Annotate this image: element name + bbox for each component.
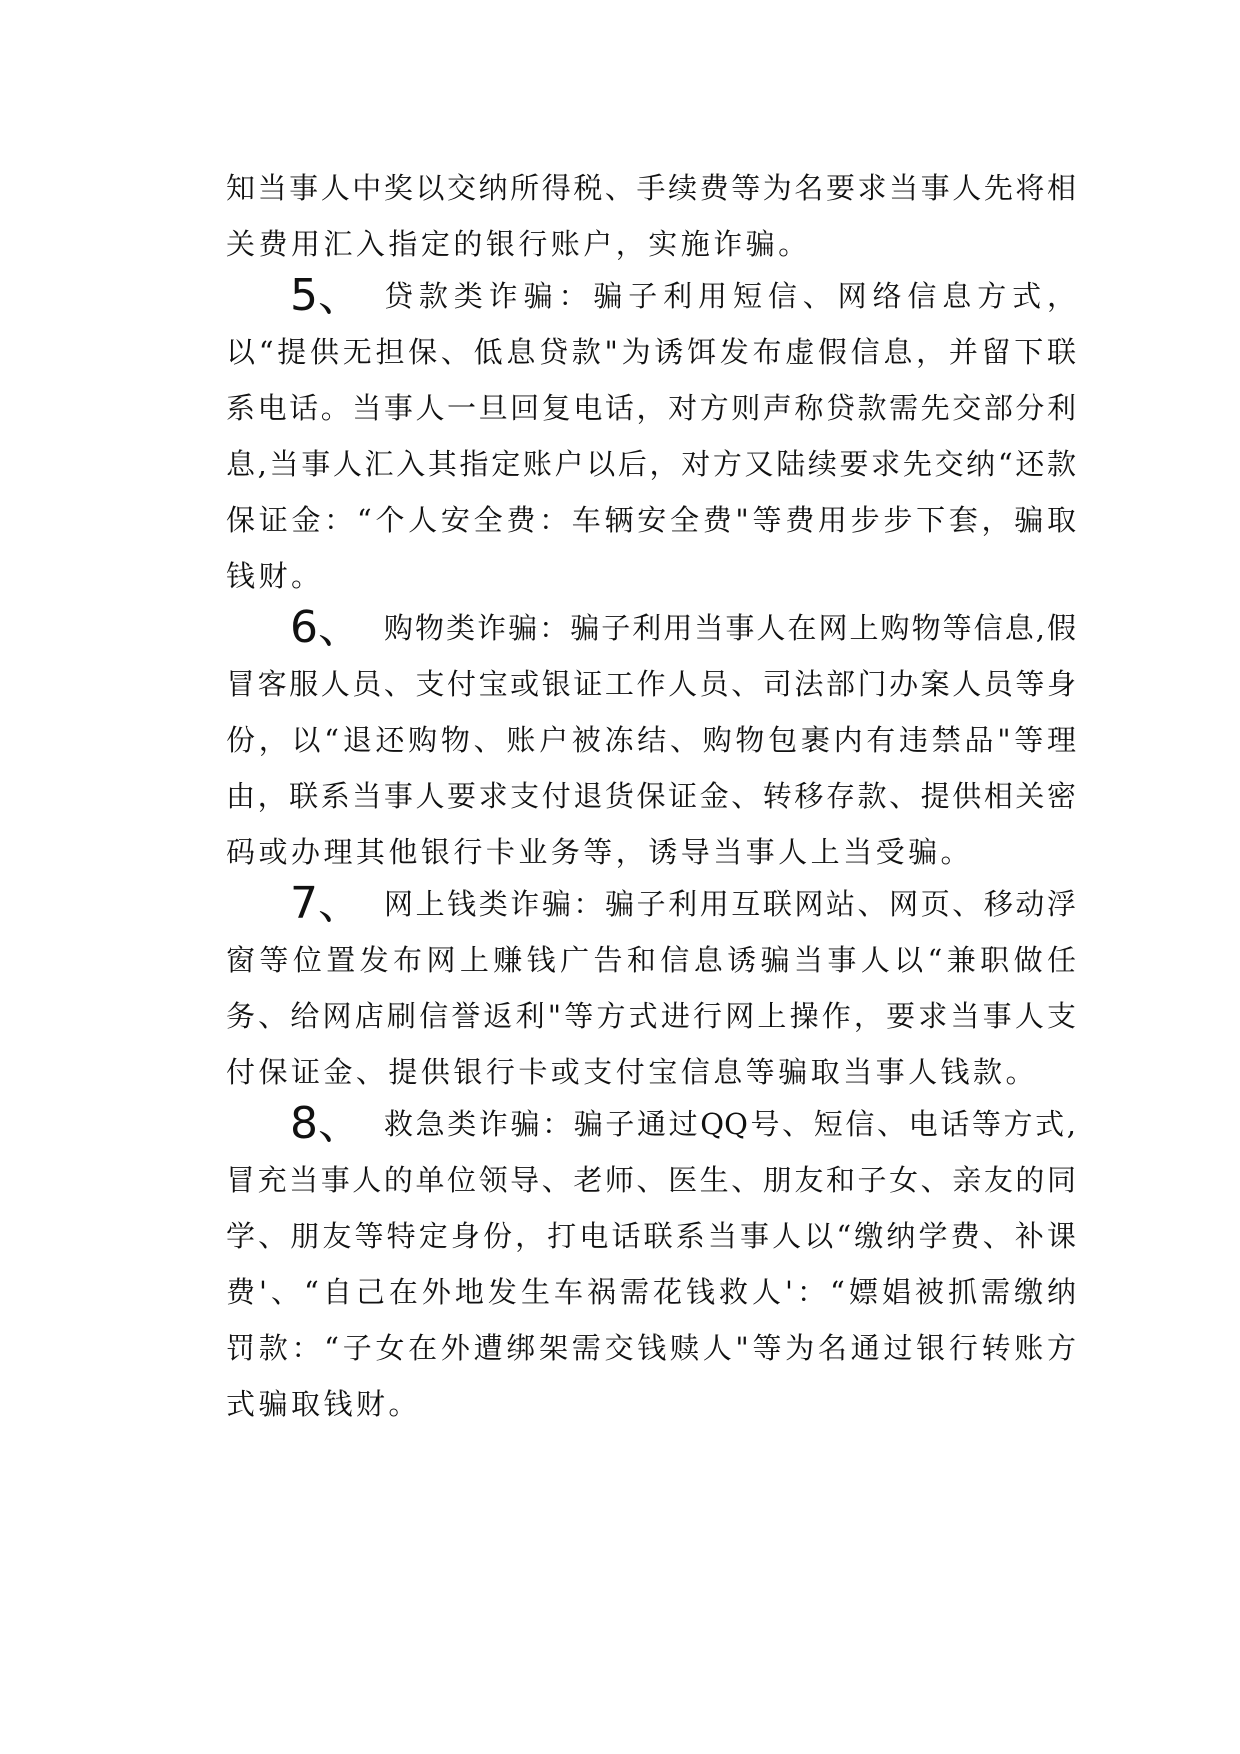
section-5-heading: [290, 268, 1076, 324]
text-line: 关费用汇入指定的银行账户，实施诈骗。: [226, 227, 811, 261]
section-number: 6、: [290, 602, 362, 653]
text-line: 知当事人中奖以交纳所得税、手续费等为名要求当事人先将相: [226, 171, 1076, 205]
section-8-heading: [290, 1096, 1076, 1152]
text-line: 费'、“自己在外地发生车祸需花钱救人'：“嫖娼被抓需缴纳: [226, 1275, 1076, 1309]
text-line: 罚款：“子女在外遭绑架需交钱赎人"等为名通过银行转账方: [226, 1331, 1076, 1365]
section-first-line: 救急类诈骗：骗子通过QQ号、短信、电话等方式,: [384, 1107, 1076, 1141]
text-line: 保证金：“个人安全费：车辆安全费"等费用步步下套，骗取: [226, 503, 1076, 537]
text-line: 以“提供无担保、低息贷款"为诱饵发布虚假信息，并留下联: [226, 335, 1076, 369]
section-number: 8、: [290, 1098, 362, 1149]
text-line: 冒充当事人的单位领导、老师、医生、朋友和子女、亲友的同: [226, 1163, 1076, 1197]
text-line: 由，联系当事人要求支付退货保证金、转移存款、提供相关密: [226, 779, 1076, 813]
text-line: 息,当事人汇入其指定账户以后，对方又陆续要求先交纳“还款: [226, 447, 1076, 481]
section-first-line: 贷款类诈骗：骗子利用短信、网络信息方式，: [384, 279, 1076, 313]
text-line: 窗等位置发布网上赚钱广告和信息诱骗当事人以“兼职做任: [226, 943, 1076, 977]
text-line: 份，以“退还购物、账户被冻结、购物包裹内有违禁品"等理: [226, 723, 1076, 757]
section-6-heading: [290, 600, 1076, 656]
text-line: 付保证金、提供银行卡或支付宝信息等骗取当事人钱款。: [226, 1055, 1039, 1089]
section-first-line: 网上钱类诈骗：骗子利用互联网站、网页、移动浮: [384, 887, 1076, 921]
text-line: 码或办理其他银行卡业务等，诱导当事人上当受骗。: [226, 835, 974, 869]
text-line: 钱财。: [226, 559, 324, 593]
text-line: 务、给网店刷信誉返利"等方式进行网上操作，要求当事人支: [226, 999, 1076, 1033]
section-number: 7、: [290, 878, 362, 929]
text-line: 式骗取钱财。: [226, 1387, 421, 1421]
section-7-heading: [290, 876, 1076, 932]
text-line: 学、朋友等特定身份，打电话联系当事人以“缴纳学费、补课: [226, 1219, 1076, 1253]
text-line: 系电话。当事人一旦回复电话，对方则声称贷款需先交部分利: [226, 391, 1076, 425]
section-number: 5、: [290, 270, 362, 321]
section-first-line: 购物类诈骗：骗子利用当事人在网上购物等信息,假: [384, 611, 1076, 645]
text-line: 冒客服人员、支付宝或银证工作人员、司法部门办案人员等身: [226, 667, 1076, 701]
